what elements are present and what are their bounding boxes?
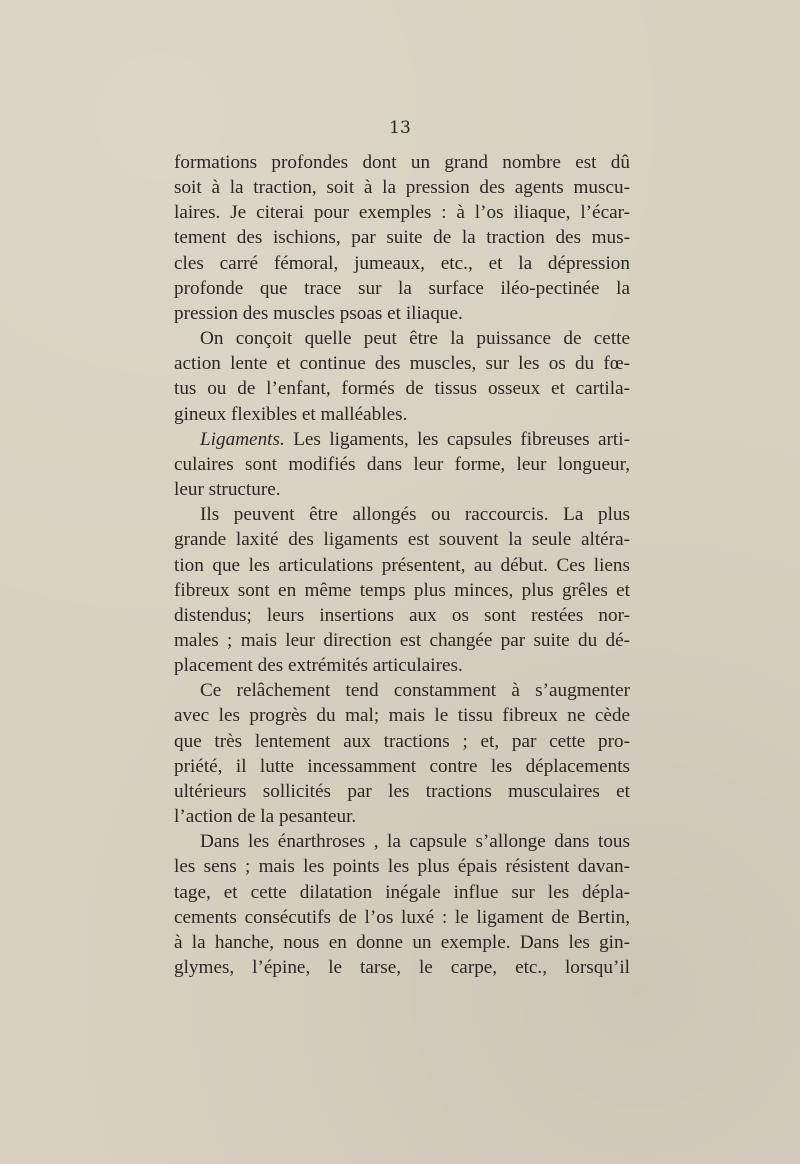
text-line-content: glymes, l’épine, le tarse, le carpe, etc., lorsqu’il [174, 957, 630, 978]
text-line-content: soit à la traction, soit à la pression des agents muscu- [174, 177, 630, 199]
text-line [174, 527, 630, 552]
text-line-content: formations profondes dont un grand nombre est dû [174, 152, 630, 173]
text-line-content: priété, il lutte incessamment contre les déplacements [174, 755, 630, 777]
text-line-content: tement des ischions, par suite de la traction des mus- [174, 227, 630, 249]
text-line [174, 779, 630, 804]
text-line [174, 880, 630, 905]
text-line [174, 754, 630, 779]
text-line-content: action lente et continue des muscles, sur les os du fœ- [174, 353, 630, 375]
text-line [174, 653, 630, 678]
text-line-content: à la hanche, nous en donne un exemple. Dans les gin- [174, 931, 630, 953]
text-line-content: l’action de la pesanteur. [174, 806, 357, 828]
text-line-content: males ; mais leur direction est changée par suite du dé- [174, 629, 630, 651]
text-line-content: pression des muscles psoas et iliaque. [174, 302, 463, 324]
text-line [174, 276, 630, 301]
text-line-italic: Ligaments. [200, 428, 285, 450]
text-line [174, 703, 630, 728]
text-line [174, 930, 630, 955]
text-line [174, 301, 630, 326]
text-line-content: tion que les articulations présentent, au début. Ces liens [174, 554, 630, 576]
text-line-content: tus ou de l’enfant, formés de tissus osseux et cartila- [174, 378, 630, 400]
text-line [174, 729, 630, 754]
text-line [174, 502, 630, 527]
text-line [174, 804, 630, 829]
text-line [174, 376, 630, 401]
text-line-content: On conçoit quelle peut être la puissance de cette [200, 328, 630, 350]
text-line-content: distendus; leurs insertions aux os sont restées nor- [174, 604, 630, 626]
text-line-content: laires. Je citerai pour exemples : à l’os iliaque, l’écar- [174, 202, 630, 224]
text-line [174, 553, 630, 578]
text-line [174, 200, 630, 225]
text-line-content: Les ligaments, les capsules fibreuses arti- [284, 428, 630, 450]
text-line-content: avec les progrès du mal; mais le tissu fibreux ne cède [174, 705, 630, 727]
text-line [174, 326, 630, 351]
text-line-content: Ce relâchement tend constamment à s’augmenter [200, 680, 630, 702]
text-line-content: cles carré fémoral, jumeaux, etc., et la dépression [174, 252, 630, 274]
text-line [174, 955, 630, 980]
text-line-content: tage, et cette dilatation inégale influe sur les dépla- [174, 881, 630, 903]
text-line-content: ultérieurs sollicités par les tractions musculaires et [174, 780, 630, 802]
body-text [174, 150, 630, 980]
text-line [174, 829, 630, 854]
text-line-content: placement des extrémités articulaires. [174, 655, 463, 677]
text-line-content: fibreux sont en même temps plus minces, plus grêles et [174, 579, 630, 601]
text-line [174, 905, 630, 930]
text-line-content: culaires sont modifiés dans leur forme, leur longueur, [174, 453, 630, 475]
text-line [174, 351, 630, 376]
text-line [174, 628, 630, 653]
text-line [174, 578, 630, 603]
text-line [174, 427, 630, 452]
text-line [174, 854, 630, 879]
text-line-content: Ils peuvent être allongés ou raccourcis. La plus [200, 504, 630, 526]
text-line [174, 175, 630, 200]
page-number: 13 [389, 118, 411, 138]
text-line-content: Dans les énarthroses , la capsule s’allonge dans tous [200, 831, 630, 853]
text-line-content: leur structure. [174, 479, 281, 501]
text-line [174, 150, 630, 175]
text-line [174, 678, 630, 703]
text-line-content: cements consécutifs de l’os luxé : le ligament de Bertin, [174, 906, 630, 928]
text-line-content: les sens ; mais les points les plus épais résistent davan- [174, 856, 630, 878]
text-line [174, 603, 630, 628]
text-line [174, 225, 630, 250]
text-line-content: que très lentement aux tractions ; et, par cette pro- [174, 730, 630, 752]
text-line-content: gineux flexibles et malléables. [174, 403, 408, 425]
text-line [174, 452, 630, 477]
text-line-content: profonde que trace sur la surface iléo-pectinée la [174, 277, 630, 299]
text-line [174, 477, 630, 502]
text-line-content: grande laxité des ligaments est souvent la seule altéra- [174, 529, 630, 551]
text-line [174, 402, 630, 427]
text-line [174, 251, 630, 276]
